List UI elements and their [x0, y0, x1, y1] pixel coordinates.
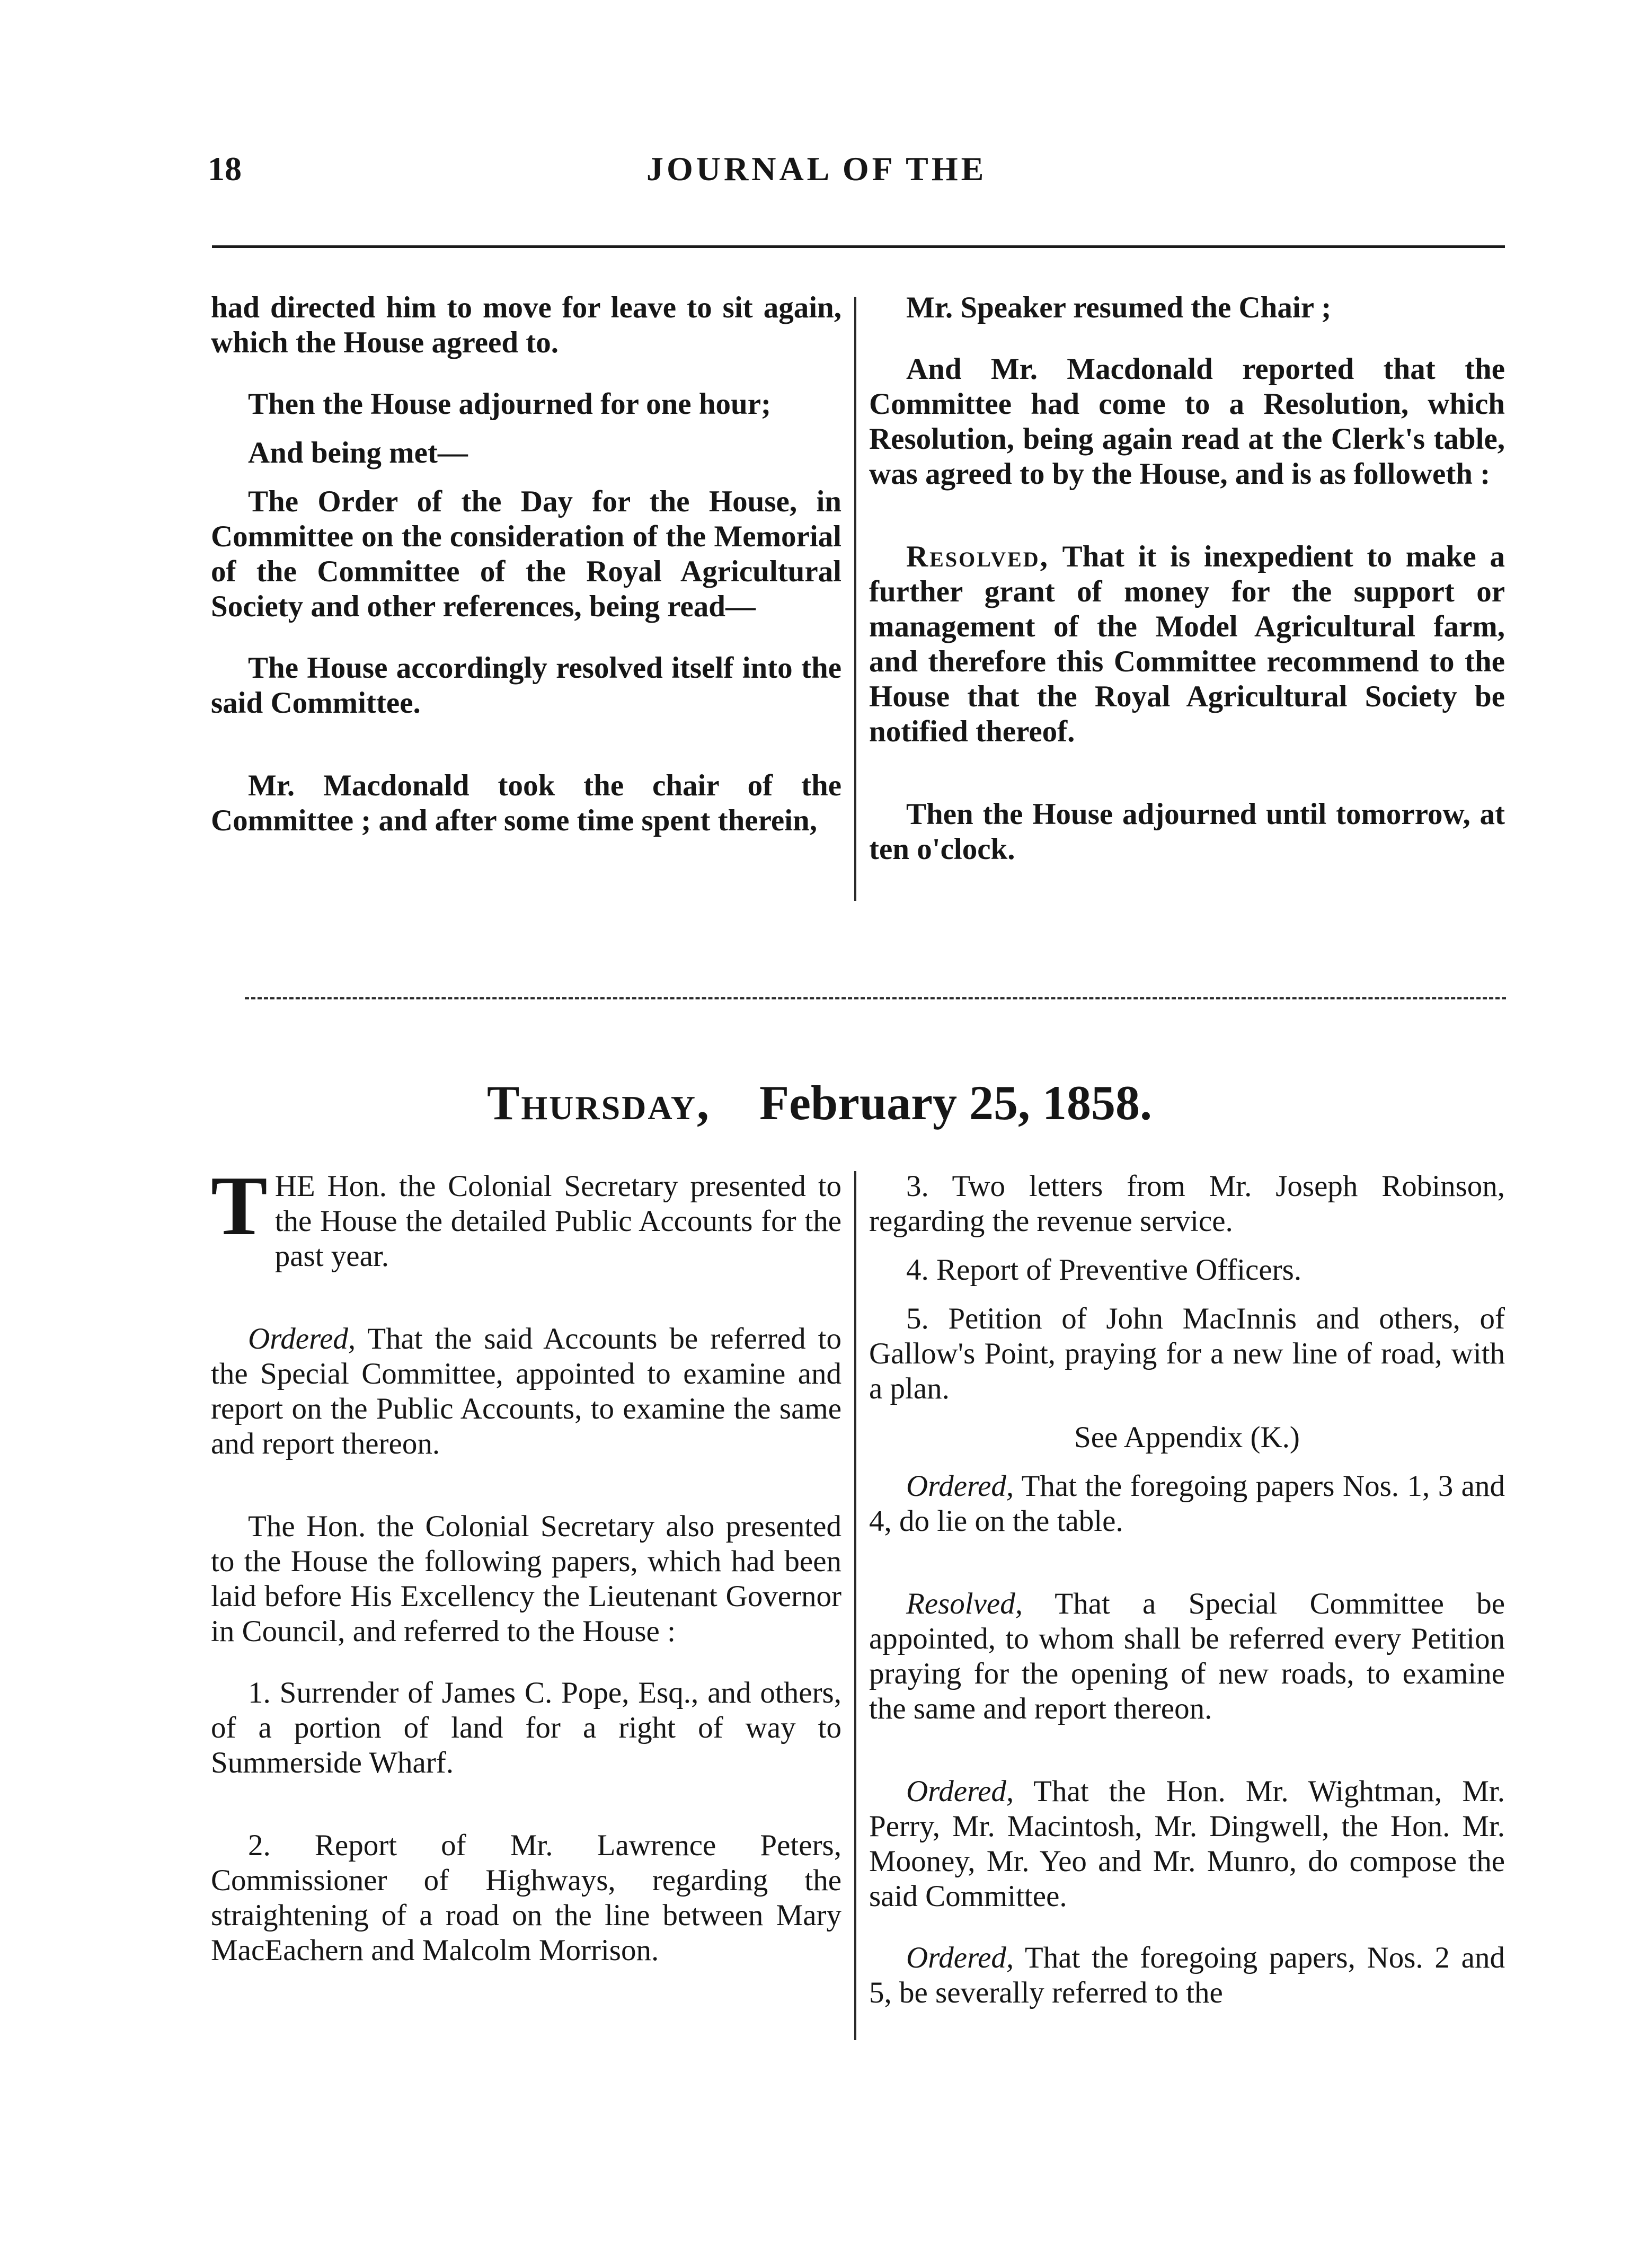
- paragraph: [869, 1469, 1505, 1539]
- resolution-text: That it is inexpedient to make a further grant of money for the support or management of the Model Agricultural farm, and therefore this Committee recommend to the House that the Royal Agricultural Society be notified thereof.: [869, 540, 1505, 748]
- paragraph-text: That the foregoing papers, Nos. 2 and 5, be severally referred to the: [869, 1941, 1505, 2009]
- paragraph: The House accordingly resolved itself into the said Committee.: [211, 651, 841, 720]
- drop-cap: T: [211, 1158, 268, 1253]
- paragraph: 2. Report of Mr. Lawrence Peters, Commissioner of Highways, regarding the straightening of a road on the line between Mary MacEachern and Malcolm Morrison.: [211, 1829, 841, 1967]
- paragraph: [869, 1774, 1505, 1914]
- running-title: JOURNAL OF THE: [646, 150, 987, 188]
- paragraph-text: That the said Accounts be referred to the Special Committee, appointed to examine and report on the Public Accounts, to examine the same and report thereon.: [211, 1322, 841, 1460]
- date: February 25, 1858.: [759, 1076, 1152, 1130]
- section2-right-column: [869, 1169, 1505, 2010]
- day-heading: [0, 1075, 1639, 1131]
- resolved-label: Resolved,: [906, 540, 1049, 573]
- paragraph-text: HE Hon. the Colonial Secretary presented to the House the detailed Public Accounts for the past year.: [274, 1170, 841, 1273]
- column-divider: [854, 297, 856, 901]
- paragraph: [869, 1941, 1505, 2010]
- ordered-label: Ordered,: [906, 1941, 1014, 1974]
- column-divider: [854, 1171, 856, 2040]
- paragraph-text: That the Hon. Mr. Wightman, Mr. Perry, Mr. Macintosh, Mr. Dingwell, the Hon. Mr. Mooney, Mr. Yeo and Mr. Munro, do compose the said Committee.: [869, 1775, 1505, 1913]
- paragraph: Then the House adjourned for one hour;: [248, 387, 772, 421]
- paragraph: The Order of the Day for the House, in Committee on the consideration of the Memorial of the Committee of the Royal Agricultural Society and other references, being read—: [211, 485, 841, 623]
- section1-left-column: [211, 290, 841, 838]
- appendix-reference: See Appendix (K.): [1074, 1421, 1300, 1454]
- page-number: 18: [208, 150, 242, 188]
- paragraph: 4. Report of Preventive Officers.: [906, 1253, 1302, 1287]
- paragraph: [211, 1322, 841, 1461]
- paragraph: The Hon. the Colonial Secretary also presented to the House the following papers, which had been laid before His Excellency the Lieutenant Governor in Council, and referred to the House :: [211, 1510, 841, 1648]
- section1-right-column: [869, 290, 1505, 867]
- resolved-label: Resolved,: [906, 1587, 1023, 1620]
- paragraph: And Mr. Macdonald reported that the Committee had come to a Resolution, which Resolution, being again read at the Clerk's table, was agreed to by the House, and is as followeth :: [869, 352, 1505, 491]
- ordered-label: Ordered,: [248, 1322, 356, 1356]
- section2-left-column: [211, 1158, 841, 1968]
- paragraph-text: That a Special Committee be appointed, to whom shall be referred every Petition praying for the opening of new roads, to examine the same and report thereon.: [869, 1587, 1505, 1725]
- paragraph: Then the House adjourned until tomorrow, at ten o'clock.: [869, 798, 1505, 866]
- weekday: Thursday,: [487, 1076, 711, 1130]
- paragraph: 1. Surrender of James C. Pope, Esq., and others, of a portion of land for a right of way to Summerside Wharf.: [211, 1676, 841, 1779]
- paragraph: [869, 1587, 1505, 1726]
- paragraph: had directed him to move for leave to sit again, which the House agreed to.: [211, 291, 841, 359]
- paragraph: And being met—: [248, 436, 468, 469]
- paragraph: Mr. Speaker resumed the Chair ;: [906, 291, 1332, 324]
- resolution-paragraph: [869, 539, 1505, 749]
- ordered-label: Ordered,: [906, 1775, 1014, 1808]
- paragraph: 3. Two letters from Mr. Joseph Robinson, regarding the revenue service.: [869, 1170, 1505, 1238]
- paragraph-text: That the foregoing papers Nos. 1, 3 and 4, do lie on the table.: [869, 1469, 1505, 1538]
- section-divider: [245, 997, 1506, 999]
- top-rule: [212, 245, 1505, 248]
- paragraph: 5. Petition of John MacInnis and others, of Gallow's Point, praying for a new line of road, with a plan.: [869, 1302, 1505, 1405]
- paragraph: Mr. Macdonald took the chair of the Committee ; and after some time spent therein,: [211, 769, 841, 837]
- ordered-label: Ordered,: [906, 1469, 1014, 1503]
- paragraph: [211, 1158, 841, 1274]
